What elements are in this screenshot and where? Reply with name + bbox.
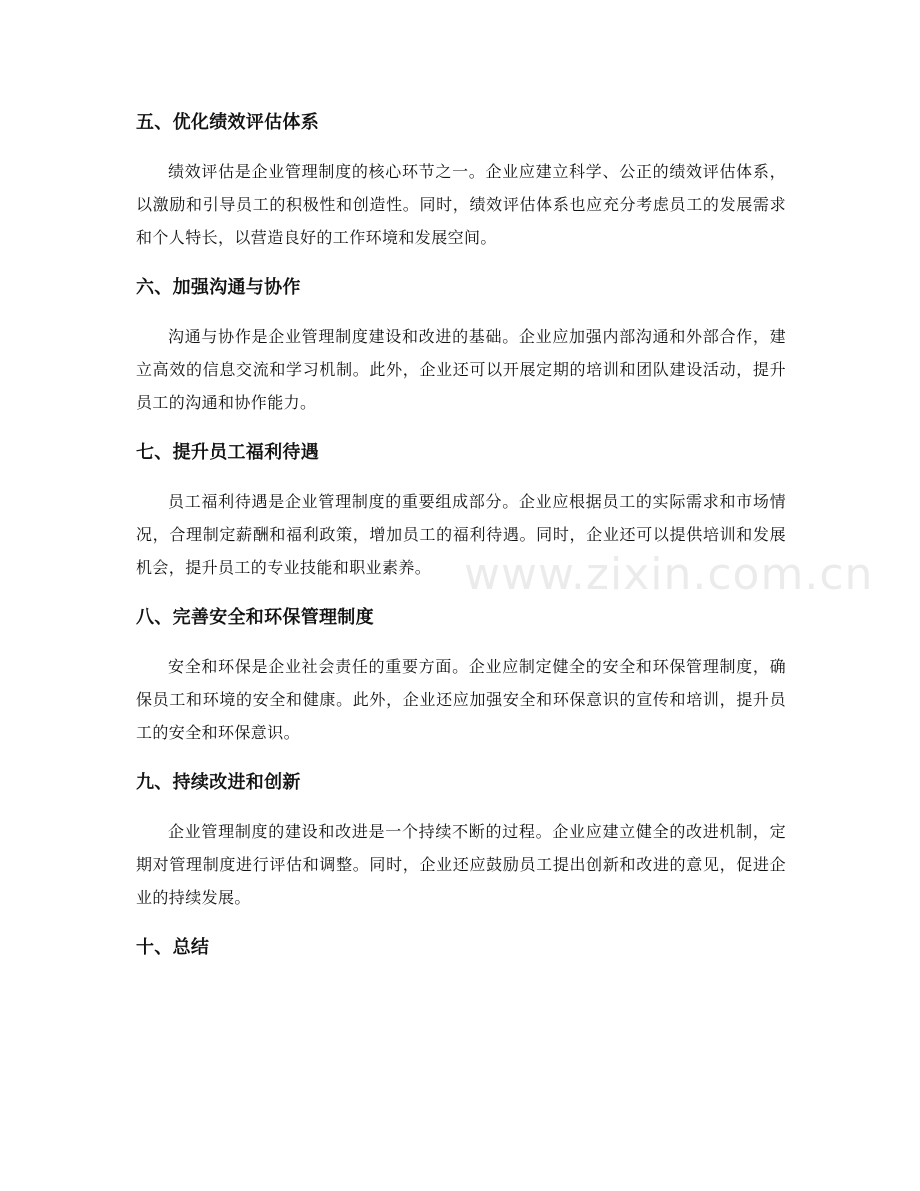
section-paragraph: 员工福利待遇是企业管理制度的重要组成部分。企业应根据员工的实际需求和市场情况，合理制定薪酬和福利政策，增加员工的福利待遇。同时，企业还可以提供培训和发展机会，提升员工的专业技能和职业素养。: [136, 492, 786, 577]
section-heading: 九、持续改进和创新: [136, 772, 301, 793]
section-paragraph: 企业管理制度的建设和改进是一个持续不断的过程。企业应建立健全的改进机制，定期对管理制度进行评估和调整。同时，企业还应鼓励员工提出创新和改进的意见，促进企业的持续发展。: [136, 822, 786, 907]
section-employee-benefits: [136, 437, 786, 584]
section-paragraph: 绩效评估是企业管理制度的核心环节之一。企业应建立科学、公正的绩效评估体系，以激励和引导员工的积极性和创造性。同时，绩效评估体系也应充分考虑员工的发展需求和个人特长，以营造良好的工作环境和发展空间。: [136, 162, 786, 247]
section-summary: [136, 932, 786, 964]
section-performance-evaluation: [136, 107, 786, 254]
section-heading: 八、完善安全和环保管理制度: [136, 607, 374, 628]
section-communication: [136, 272, 786, 419]
section-heading: 十、总结: [136, 937, 210, 958]
document-content: [136, 107, 786, 964]
section-safety-environment: [136, 602, 786, 749]
watermark-text: www.zixin.com.cn: [464, 549, 874, 600]
section-heading: 五、优化绩效评估体系: [136, 112, 319, 133]
section-heading: 七、提升员工福利待遇: [136, 442, 319, 463]
section-paragraph: 安全和环保是企业社会责任的重要方面。企业应制定健全的安全和环保管理制度，确保员工和环境的安全和健康。此外，企业还应加强安全和环保意识的宣传和培训，提升员工的安全和环保意识。: [136, 657, 786, 742]
section-paragraph: 沟通与协作是企业管理制度建设和改进的基础。企业应加强内部沟通和外部合作，建立高效的信息交流和学习机制。此外，企业还可以开展定期的培训和团队建设活动，提升员工的沟通和协作能力。: [136, 327, 786, 412]
section-continuous-improvement: [136, 767, 786, 914]
section-heading: 六、加强沟通与协作: [136, 277, 301, 298]
